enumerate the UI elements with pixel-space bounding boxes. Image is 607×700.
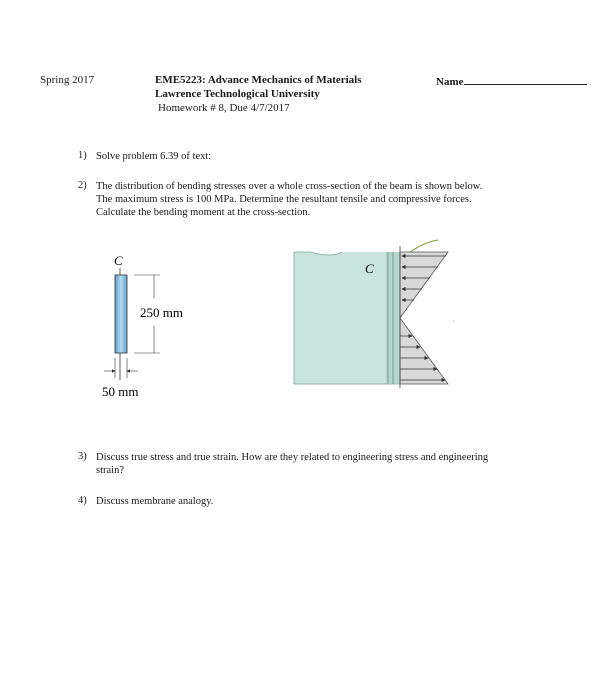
- stress-triangles: [400, 252, 448, 384]
- course-title: EME5223: Advance Mechanics of Materials: [155, 74, 362, 86]
- problem-1-line: Solve problem 6.39 of text:: [96, 151, 212, 162]
- problem-2-text: [96, 180, 482, 219]
- height-label: 250 mm: [140, 305, 183, 320]
- university-name: Lawrence Technological University: [155, 88, 320, 100]
- problem-1-text: [96, 150, 211, 163]
- problem-2-line: The maximum stress is 100 MPa. Determine the resultant tensile and compressive forces.: [96, 194, 472, 205]
- problem-4-text: [96, 495, 213, 508]
- problem-2-line: The distribution of bending stresses over a whole cross-section of the beam is shown below.: [96, 181, 483, 192]
- beam-body: [294, 252, 400, 384]
- problem-2-number: 2): [78, 180, 87, 191]
- cross-section: [102, 253, 183, 399]
- beam-stress-figure: [80, 238, 500, 413]
- section-rectangle: [115, 275, 127, 353]
- problem-3-number: 3): [78, 451, 87, 462]
- centroid-label-left: C: [114, 253, 123, 268]
- name-field: [436, 74, 587, 88]
- centroid-label-right: C: [365, 261, 374, 276]
- homework-info: Homework # 8, Due 4/7/2017: [158, 102, 290, 114]
- problem-3-line: Discuss true stress and true strain. How are they related to engineering stress and engineering: [96, 452, 489, 463]
- problem-4-line: Discuss membrane analogy.: [96, 496, 214, 507]
- problem-3-line: strain?: [96, 465, 124, 476]
- semester: Spring 2017: [40, 74, 95, 86]
- leader-line: [410, 240, 438, 252]
- name-label: Name: [436, 76, 464, 88]
- problem-1-number: 1): [78, 150, 87, 161]
- svg-text:·: ·: [452, 317, 455, 326]
- name-blank: [464, 74, 587, 85]
- problem-4-number: 4): [78, 495, 87, 506]
- width-label: 50 mm: [102, 384, 139, 399]
- beam-fill: [294, 252, 400, 384]
- problem-2-line: Calculate the bending moment at the cross-section.: [96, 207, 311, 218]
- problem-3-text: [96, 451, 488, 477]
